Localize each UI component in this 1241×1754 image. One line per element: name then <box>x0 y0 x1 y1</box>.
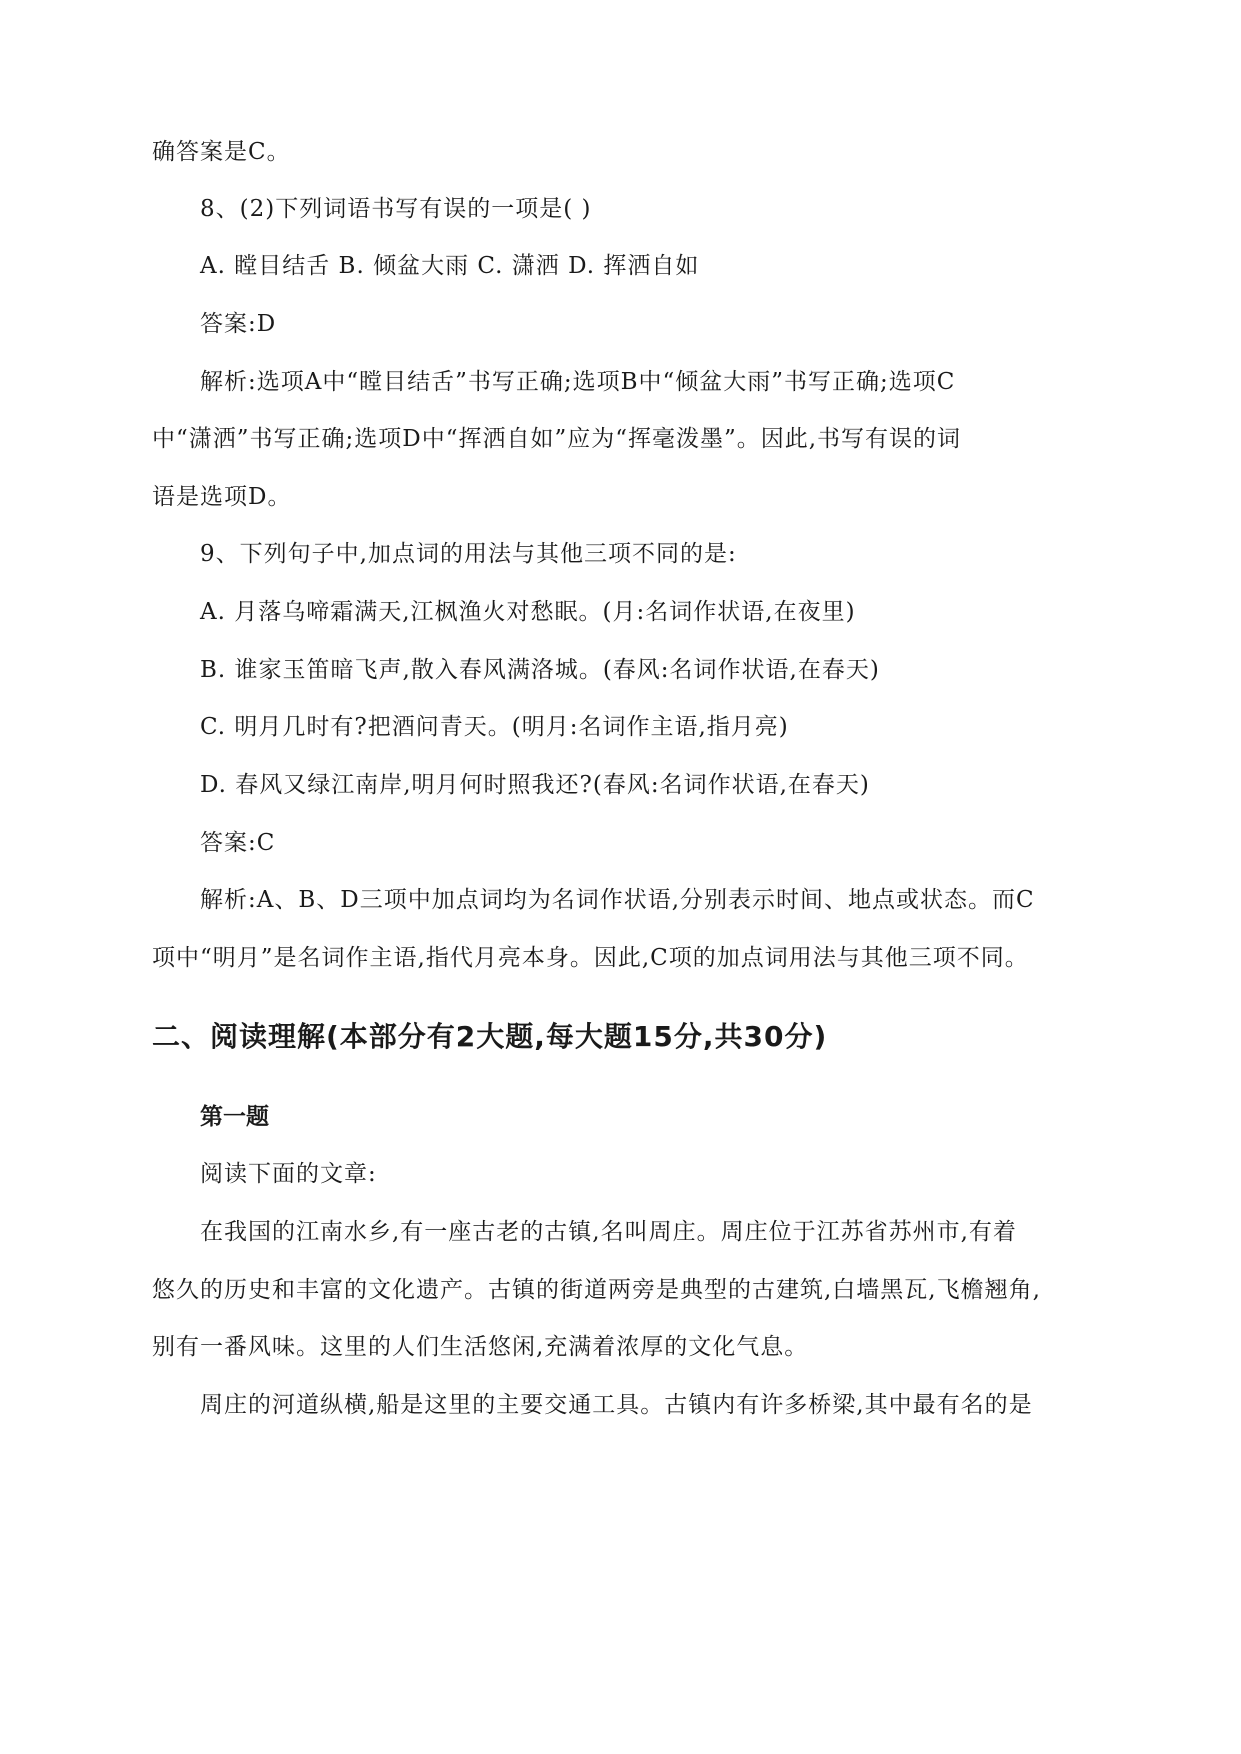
passage-p2-line-1: 周庄的河道纵横,船是这里的主要交通工具。古镇内有许多桥梁,其中最有名的是 <box>200 1392 1033 1418</box>
q9-prompt: 9、下列句子中,加点词的用法与其他三项不同的是: <box>200 541 737 567</box>
q8-explanation-line-3: 语是选项D。 <box>152 484 292 510</box>
passage-p1-line-3: 别有一番风味。这里的人们生活悠闲,充满着浓厚的文化气息。 <box>152 1334 809 1360</box>
sub-heading: 第一题 <box>200 1104 269 1130</box>
q9-option-a: A. 月落乌啼霜满天,江枫渔火对愁眠。(月:名词作状语,在夜里) <box>200 599 856 625</box>
q9-answer: 答案:C <box>200 830 276 856</box>
q8-options: A. 瞠目结舌 B. 倾盆大雨 C. 潇洒 D. 挥洒自如 <box>200 253 700 279</box>
q7-answer-tail: 确答案是C。 <box>152 139 291 165</box>
q9-option-c: C. 明月几时有?把酒问青天。(明月:名词作主语,指月亮) <box>200 714 789 740</box>
q8-explanation-line-2: 中“潇洒”书写正确;选项D中“挥洒自如”应为“挥毫泼墨”。因此,书写有误的词 <box>152 426 962 452</box>
q9-option-b: B. 谁家玉笛暗飞声,散入春风满洛城。(春风:名词作状语,在春天) <box>200 657 880 683</box>
q8-prompt: 8、(2)下列词语书写有误的一项是( ) <box>200 196 592 222</box>
section-heading: 二、阅读理解(本部分有2大题,每大题15分,共30分) <box>152 1020 828 1053</box>
q8-explanation-line-1: 解析:选项A中“瞠目结舌”书写正确;选项B中“倾盆大雨”书写正确;选项C <box>200 369 956 395</box>
q9-explanation-line-1: 解析:A、B、D三项中加点词均为名词作状语,分别表示时间、地点或状态。而C <box>200 887 1035 913</box>
q9-option-d: D. 春风又绿江南岸,明月何时照我还?(春风:名词作状语,在春天) <box>200 772 870 798</box>
q9-explanation-line-2: 项中“明月”是名词作主语,指代月亮本身。因此,C项的加点词用法与其他三项不同。 <box>152 945 1029 971</box>
reading-instruction: 阅读下面的文章: <box>200 1161 377 1187</box>
q8-answer: 答案:D <box>200 311 277 337</box>
passage-p1-line-1: 在我国的江南水乡,有一座古老的古镇,名叫周庄。周庄位于江苏省苏州市,有着 <box>200 1219 1017 1245</box>
passage-p1-line-2: 悠久的历史和丰富的文化遗产。古镇的街道两旁是典型的古建筑,白墙黑瓦,飞檐翘角, <box>152 1277 1041 1303</box>
